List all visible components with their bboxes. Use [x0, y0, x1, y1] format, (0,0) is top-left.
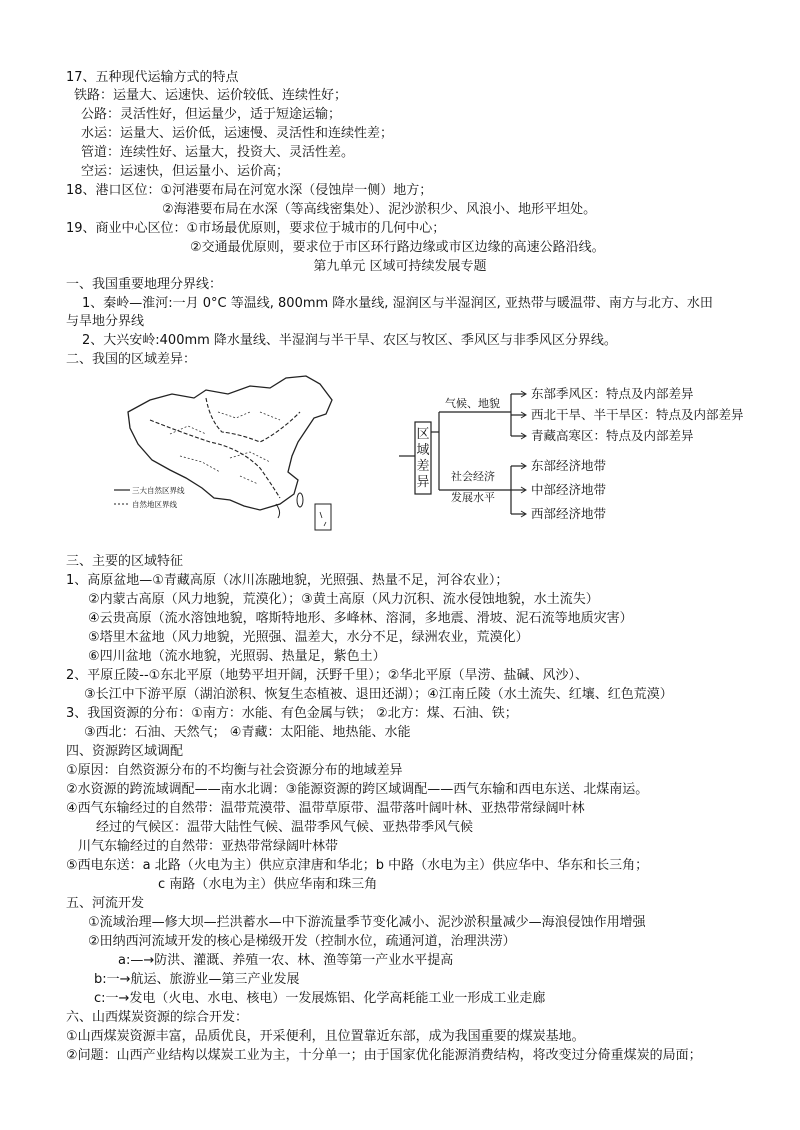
- text-line: ⑤塔里木盆地（风力地貌，光照强、温差大，水分不足，绿洲农业，荒漠化）: [88, 630, 529, 645]
- heading-shanxi-coal: 六、山西煤炭资源的综合开发：: [66, 1010, 249, 1025]
- tree-leaf-west-econ: 西部经济地带: [531, 506, 607, 521]
- tree-leaf-east-monsoon: 东部季风区：特点及内部差异: [531, 386, 694, 401]
- text-line: ①流域治理—修大坝—拦洪蓄水—中下游流量季节变化减小、泥沙淤积量减少—海浪侵蚀作用增强: [88, 915, 646, 930]
- text-line: ①山西煤炭资源丰富，品质优良，开采便利，且位置靠近东部，成为我国重要的煤炭基地。: [66, 1029, 585, 1044]
- tree-root-2: 域: [416, 443, 430, 458]
- tree-leaf-east-econ: 东部经济地带: [531, 458, 607, 473]
- tree-branch-econ-2: 发展水平: [451, 491, 495, 504]
- heading-regional-differences: 二、我国的区域差异：: [66, 352, 197, 367]
- tree-branch-climate: 气候、地貌: [445, 397, 500, 410]
- text-line: ⑥四川盆地（流水地貌，光照弱、热量足，紫色土）: [88, 649, 386, 664]
- map-legend-2: 自然地区界线: [132, 500, 177, 509]
- text-line: ②海港要布局在水深（等高线密集处）、泥沙淤积少、风浪小、地形平坦处。: [162, 202, 597, 217]
- map-legend-1: 三大自然区界线: [132, 486, 185, 495]
- text-line: ①原因：自然资源分布的不均衡与社会资源分布的地域差异: [66, 763, 403, 778]
- text-line: 与旱地分界线: [66, 314, 145, 329]
- text-line: 3、我国资源的分布：①南方：水能、有色金属与铁； ②北方：煤、石油、铁；: [66, 706, 518, 721]
- tree-diagram: [395, 372, 780, 532]
- text-line: 铁路：运量大、运速快、运价较低、连续性好；: [74, 88, 348, 103]
- text-line: ②水资源的跨流域调配——南水北调：③能源资源的跨区域调配——西气东输和西电东送、北煤南运。: [66, 782, 649, 797]
- tree-leaf-qinghai-tibet: 青藏高寒区：特点及内部差异: [531, 428, 694, 443]
- text-line: ③长江中下游平原（湖泊淤积、恢复生态植被、退田还湖）；④江南丘陵（水土流失、红壤、红色荒漠）: [84, 687, 673, 702]
- text-line: 经过的气候区：温带大陆性气候、温带季风气候、亚热带季风气候: [96, 820, 474, 835]
- text-line: ②交通最优原则，要求位于市区环行路边缘或市区边缘的高速公路沿线。: [190, 240, 605, 255]
- tree-leaf-central-econ: 中部经济地带: [531, 482, 607, 497]
- text-line: ④云贵高原（流水溶蚀地貌，喀斯特地形、多峰林、溶洞，多地震、滑坡、泥石流等地质灾害）: [88, 611, 633, 626]
- text-line: ③西北：石油、天然气； ④青藏：太阳能、地热能、水能: [84, 725, 411, 740]
- text-line: ⑤西电东送：a 北路（火电为主）供应京津唐和华北；b 中路（水电为主）供应华中、华东和长三角；: [66, 858, 649, 873]
- section-18-title: 18、港口区位：①河港要布局在河宽水深（侵蚀岸一侧）地方；: [66, 183, 433, 198]
- text-line: ②问题：山西产业结构以煤炭工业为主，十分单一；由于国家优化能源消费结构，将改变过分倚重煤炭的局面；: [66, 1048, 702, 1063]
- text-line: 公路：灵活性好，但运量少，适于短途运输；: [81, 107, 342, 122]
- text-line: 2、平原丘陵--①东北平原（地势平坦开阔，沃野千里）；②华北平原（旱涝、盐碱、风沙）、: [66, 668, 588, 683]
- text-line: c 南路（水电为主）供应华南和珠三角: [158, 877, 378, 892]
- tree-branch-econ-1: 社会经济: [451, 470, 495, 483]
- tree-leaf-northwest-arid: 西北干旱、半干旱区：特点及内部差异: [531, 407, 744, 422]
- text-line: a:—→防洪、灌溉、养殖一农、林、渔等第一产业水平提高: [118, 953, 454, 968]
- china-map-figure: [110, 372, 360, 537]
- text-line: 1、秦岭—淮河:一月 0°C 等温线, 800mm 降水量线, 湿润区与半湿润区, 亚热带与暖温带、南方与北方、水田: [82, 296, 713, 311]
- text-line: ②内蒙古高原（风力地貌，荒漠化）；③黄土高原（风力沉积、流水侵蚀地貌，水土流失）: [88, 592, 599, 607]
- unit-title: 第九单元 区域可持续发展专题: [313, 259, 487, 274]
- text-line: 2、大兴安岭:400mm 降水量线、半湿润与半干旱、农区与牧区、季风区与非季风区分界线。: [82, 333, 617, 348]
- heading-resource-allocation: 四、资源跨区域调配: [66, 744, 184, 759]
- text-line: c:一→发电（火电、水电、核电）一发展炼铝、化学高耗能工业一形成工业走廊: [94, 991, 546, 1006]
- heading-river-development: 五、河流开发: [66, 896, 145, 911]
- regional-difference-tree: [395, 372, 780, 532]
- text-line: 水运：运量大、运价低，运速慢、灵活性和连续性差；: [81, 126, 394, 141]
- text-line: 空运：运速快，但运量小、运价高；: [81, 164, 290, 179]
- section-17-title: 17、五种现代运输方式的特点: [66, 70, 239, 85]
- text-line: 1、高原盆地—①青藏高原（冰川冻融地貌，光照强、热量不足，河谷农业）；: [66, 573, 509, 588]
- section-19-title: 19、商业中心区位：①市场最优原则，要求位于城市的几何中心；: [66, 221, 446, 236]
- china-map-outline: [110, 372, 360, 537]
- text-line: 管道：连续性好、运量大，投资大、灵活性差。: [81, 145, 355, 160]
- tree-root-1: 区: [416, 427, 430, 442]
- tree-root-4: 异: [416, 475, 430, 490]
- heading-boundaries: 一、我国重要地理分界线：: [66, 277, 223, 292]
- heading-regional-features: 三、主要的区域特征: [66, 554, 184, 569]
- text-line: b:一→航运、旅游业—第三产业发展: [94, 972, 300, 987]
- text-line: 川气东输经过的自然带：亚热带常绿阔叶林带: [78, 839, 339, 854]
- text-line: ④西气东输经过的自然带：温带荒漠带、温带草原带、温带落叶阔叶林、亚热带常绿阔叶林: [66, 801, 585, 816]
- text-line: ②田纳西河流域开发的核心是梯级开发（控制水位，疏通河道，治理洪涝）: [88, 934, 516, 949]
- tree-root-3: 差: [416, 459, 430, 474]
